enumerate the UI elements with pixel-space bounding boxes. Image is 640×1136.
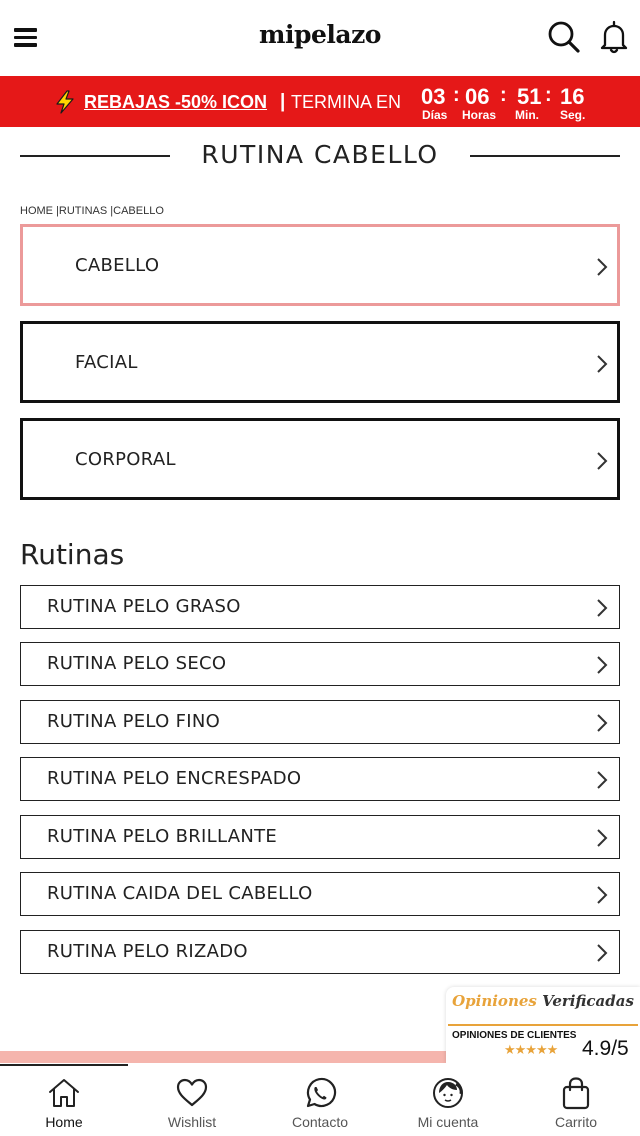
rutina-item[interactable] xyxy=(20,700,620,744)
rutina-label: RUTINA PELO FINO xyxy=(47,711,221,732)
category-label: CORPORAL xyxy=(75,449,176,470)
nav-label: Carrito xyxy=(554,1114,597,1130)
nav-active-indicator xyxy=(0,1064,128,1066)
breadcrumb-cabello[interactable]: |CABELLO xyxy=(110,205,164,217)
rutina-label: RUTINA CAIDA DEL CABELLO xyxy=(47,883,313,904)
promo-bar xyxy=(0,76,640,127)
chevron-right-icon xyxy=(596,655,608,675)
promo-ends-label: TERMINA EN xyxy=(291,92,402,112)
rutina-item[interactable] xyxy=(20,757,620,801)
promo-separator: | xyxy=(280,91,286,112)
rutinas-heading: Rutinas xyxy=(20,538,125,571)
countdown-minutes: 51 xyxy=(517,84,542,109)
category-label: CABELLO xyxy=(75,255,160,276)
countdown-days: 03 xyxy=(421,84,446,109)
lightning-icon xyxy=(54,90,76,114)
rutina-label: RUTINA PELO SECO xyxy=(47,653,227,674)
logo[interactable]: mipelazo xyxy=(259,20,381,49)
rutina-label: RUTINA PELO BRILLANTE xyxy=(47,826,278,847)
breadcrumb-home[interactable]: HOME xyxy=(20,205,53,217)
countdown-colon: : xyxy=(545,84,552,106)
rutina-item[interactable] xyxy=(20,930,620,974)
nav-label: Home xyxy=(45,1114,83,1130)
countdown-seconds-label: Seg. xyxy=(560,108,586,122)
chevron-right-icon xyxy=(596,943,608,963)
rutina-label: RUTINA PELO GRASO xyxy=(47,596,241,617)
nav-contacto[interactable] xyxy=(256,1063,384,1136)
chevron-right-icon xyxy=(596,354,608,374)
category-cabello[interactable] xyxy=(20,224,620,306)
nav-home[interactable] xyxy=(0,1063,128,1136)
user-icon xyxy=(431,1076,465,1110)
verified-reviews-badge[interactable] xyxy=(446,987,640,1063)
page-title: RUTINA CABELLO xyxy=(0,140,640,169)
rutina-label: RUTINA PELO ENCRESPADO xyxy=(47,768,302,789)
countdown-minutes-label: Min. xyxy=(515,108,539,122)
nav-label: Mi cuenta xyxy=(417,1114,479,1130)
chevron-right-icon xyxy=(596,713,608,733)
rutina-label: RUTINA PELO RIZADO xyxy=(47,941,248,962)
breadcrumb xyxy=(20,205,164,217)
chevron-right-icon xyxy=(596,828,608,848)
countdown-colon: : xyxy=(453,84,460,106)
promo-link[interactable]: REBAJAS -50% ICON xyxy=(84,92,268,112)
rutina-item[interactable] xyxy=(20,585,620,629)
chevron-right-icon xyxy=(596,257,608,277)
chevron-right-icon xyxy=(596,885,608,905)
nav-wishlist[interactable] xyxy=(128,1063,256,1136)
search-icon[interactable] xyxy=(546,19,582,55)
bottom-nav xyxy=(0,1063,640,1136)
countdown-hours: 06 xyxy=(465,84,490,109)
nav-label: Wishlist xyxy=(167,1114,217,1130)
rutina-item[interactable] xyxy=(20,815,620,859)
rutina-item[interactable] xyxy=(20,642,620,686)
chevron-right-icon xyxy=(596,770,608,790)
rutina-item[interactable] xyxy=(20,872,620,916)
bag-icon xyxy=(559,1076,593,1110)
countdown-hours-label: Horas xyxy=(462,108,497,122)
heart-icon xyxy=(175,1076,209,1110)
reviews-score: 4.9/5 xyxy=(582,1037,629,1060)
nav-mi-cuenta[interactable] xyxy=(384,1063,512,1136)
category-label: FACIAL xyxy=(75,352,138,373)
reviews-subtitle: OPINIONES DE CLIENTES xyxy=(452,1030,577,1041)
countdown-colon: : xyxy=(500,84,507,106)
nav-carrito[interactable] xyxy=(512,1063,640,1136)
reviews-divider xyxy=(448,1024,638,1026)
chevron-right-icon xyxy=(596,451,608,471)
category-facial[interactable] xyxy=(20,321,620,403)
breadcrumb-rutinas[interactable]: |RUTINAS xyxy=(56,205,108,217)
nav-label: Contacto xyxy=(291,1114,349,1130)
star-rating-icon: ★★★★★ xyxy=(504,1043,558,1058)
header xyxy=(0,0,640,76)
home-icon xyxy=(47,1076,81,1110)
countdown-days-label: Días xyxy=(422,108,448,122)
chevron-right-icon xyxy=(596,598,608,618)
bell-icon[interactable] xyxy=(596,19,632,55)
whatsapp-icon xyxy=(303,1076,337,1110)
category-corporal[interactable] xyxy=(20,418,620,500)
countdown-seconds: 16 xyxy=(560,84,585,109)
reviews-title: Opiniones Verificadas xyxy=(452,992,634,1010)
